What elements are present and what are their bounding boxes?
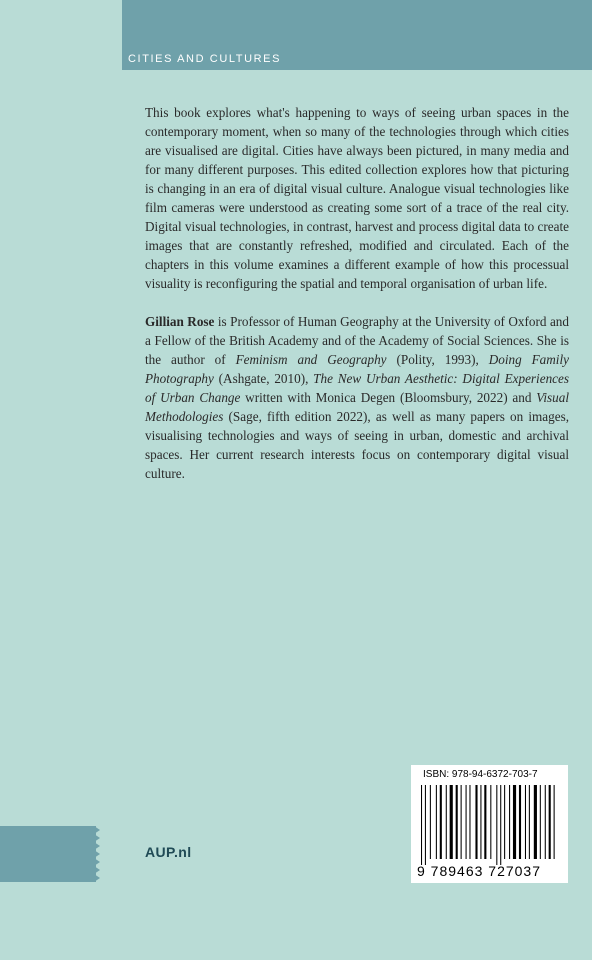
barcode-bar	[484, 785, 486, 859]
barcode-bar	[421, 785, 422, 865]
barcode-bar	[529, 785, 530, 859]
side-color-band	[0, 826, 96, 882]
bio-text-2: (Polity, 1993),	[386, 352, 489, 367]
barcode-bar	[525, 785, 526, 859]
barcode-bar	[496, 785, 497, 865]
barcode-bar	[475, 785, 477, 859]
bio-text-4: written with Monica Degen (Bloomsbury, 2022) and	[240, 390, 537, 405]
isbn-barcode	[411, 765, 568, 883]
barcode-bar	[500, 785, 501, 865]
barcode-bar	[540, 785, 541, 859]
bio-text-1: is Professor of Human Geography at the University of Oxford and a Fellow of the British Academy and of the Academy of Social Sciences. She is the author of	[145, 314, 569, 367]
barcode-bars-icon	[421, 785, 558, 865]
publisher-url: AUP.nl	[145, 844, 192, 860]
barcode-bar	[545, 785, 546, 859]
ean-digits: 9 789463 727037	[417, 863, 541, 879]
barcode-bar	[534, 785, 537, 859]
bio-text-3: (Ashgate, 2010),	[213, 371, 314, 386]
author-name: Gillian Rose	[145, 314, 215, 329]
series-title: CITIES AND CULTURES	[128, 53, 282, 65]
barcode-bar	[513, 785, 516, 859]
barcode-bar	[509, 785, 510, 859]
book-description	[145, 103, 569, 293]
barcode-bar	[456, 785, 458, 859]
book-title-2: Doing Family Photography	[145, 352, 569, 386]
barcode-bar	[466, 785, 467, 859]
description-paragraph: This book explores what's happening to ways of seeing urban spaces in the contemporary moment, when so many of the technologies through which cities are visualised are digital. Cities have always been pictured, in many media and for many different purposes. This edited collection explores how that picturing is changing in an era of digital visual culture. Analogue visual technologies like film cameras were understood as creating some sort of a trace of the real city. Digital visual technologies, in contrast, harvest and process digital data to create images that are constantly refreshed, modified and circulated. Each of the chapters in this volume examines a different example of how this processual visuality is reconfiguring the spatial and temporal organisation of urban life.	[145, 105, 569, 291]
barcode-bar	[440, 785, 442, 859]
barcode-bar	[554, 785, 555, 859]
barcode-bar	[436, 785, 437, 859]
barcode-bar	[549, 785, 551, 859]
barcode-bar	[504, 785, 505, 859]
barcode-bar	[446, 785, 447, 859]
barcode-bar	[490, 785, 491, 859]
bio-text-5: (Sage, fifth edition 2022), as well as many papers on images, visualising technologies and ways of seeing in urban, domestic and archival spaces. Her current research interests focus on contemporary digital visual culture.	[145, 409, 569, 481]
barcode-bar	[425, 785, 426, 865]
barcode-bar	[519, 785, 521, 859]
bio-paragraph	[145, 312, 569, 483]
zigzag-edge-icon	[94, 826, 102, 882]
book-title-1: Feminism and Geography	[235, 352, 387, 367]
barcode-bar	[480, 785, 481, 859]
barcode-bar	[450, 785, 453, 859]
barcode-bar	[430, 785, 431, 859]
isbn-label: ISBN: 978-94-6372-703-7	[423, 769, 538, 780]
author-bio	[145, 312, 569, 483]
barcode-bar	[469, 785, 470, 859]
book-title-4: Visual Methodologies	[145, 390, 569, 424]
barcode-bar	[461, 785, 462, 859]
book-title-3: The New Urban Aesthetic: Digital Experiences of Urban Change	[145, 371, 570, 405]
